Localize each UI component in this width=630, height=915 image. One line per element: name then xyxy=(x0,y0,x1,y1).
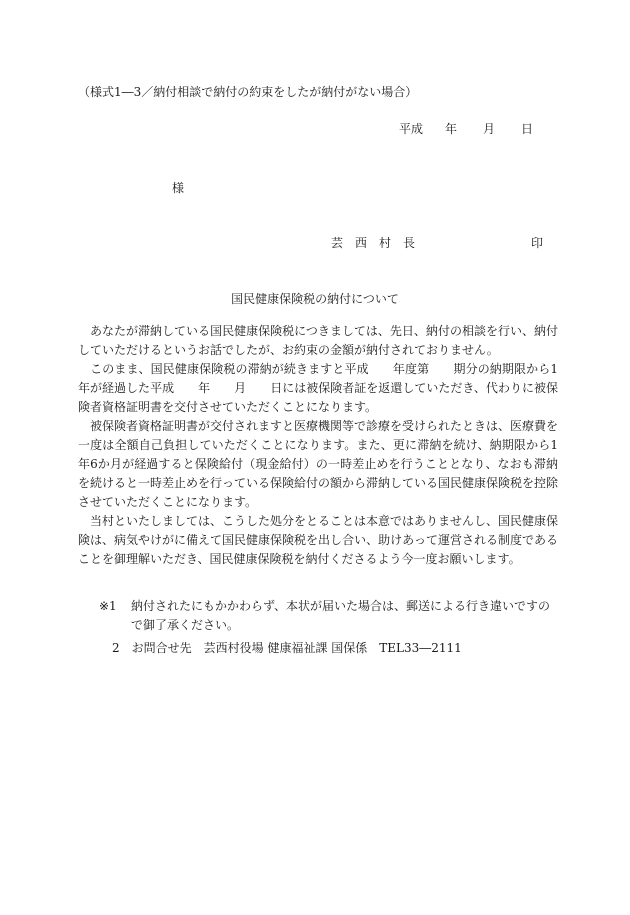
date-year: 年 xyxy=(445,122,458,136)
paragraph-4: 当村といたしましては、こうした処分をとることは本意ではありませんし、国民健康保険は、病気やけがに備えて国民健康保険税を出し合い、助けあって運営される制度であることを御理解いただき、国民健康保険税を納付くださるよう今一度お願いします。 xyxy=(78,514,559,566)
form-label: （様式1―3／納付相談で納付の約束をしたが納付がない場合） xyxy=(78,85,418,99)
note-1-mark: ※1 xyxy=(99,599,117,613)
paragraph-1: あなたが滞納している国民健康保険税につきましては、先日、納付の相談を行い、納付していただけるというお話でしたが、お約束の金額が納付されておりません。 xyxy=(78,324,558,357)
date-era: 平成 xyxy=(399,122,424,136)
seal-mark: 印 xyxy=(531,236,544,250)
note-1-text: 納付されたにもかかわらず、本状が届いた場合は、郵送による行き違いですので御了承ください。 xyxy=(131,599,551,632)
note-2-contact: 2 お問合せ先 芸西村役場 健康福祉課 国保係 TEL33―2111 xyxy=(112,641,462,655)
date-month: 月 xyxy=(483,122,496,136)
addressee-suffix: 様 xyxy=(172,181,185,195)
document-title: 国民健康保険税の納付について xyxy=(231,292,399,306)
date-day: 日 xyxy=(521,122,534,136)
body-text xyxy=(78,322,558,569)
date-line xyxy=(399,121,533,137)
paragraph-2: このまま、国民健康保険税の滞納が続きますと平成 年度第 期分の納期限から1年が経過した平成 年 月 日には被保険者証を返還していただき、代わりに被保険者資格証明書を交付させていただくことになります。 xyxy=(78,362,558,414)
paragraph-3: 被保険者資格証明書が交付されますと医療機関等で診療を受けられたときは、医療費を一度は全額自己負担していただくことになります。また、更に滞納を続け、納期限から1年6か月が経過すると保険給付（現金給付）の一時差止めを行うこととなり、なおも滞納を続けると一時差止めを行っている保険給付の額から滞納している国民健康保険税を控除させていただくことになります。 xyxy=(78,419,559,509)
note-1 xyxy=(99,597,559,635)
sender-name: 芸 西 村 長 xyxy=(331,236,416,250)
